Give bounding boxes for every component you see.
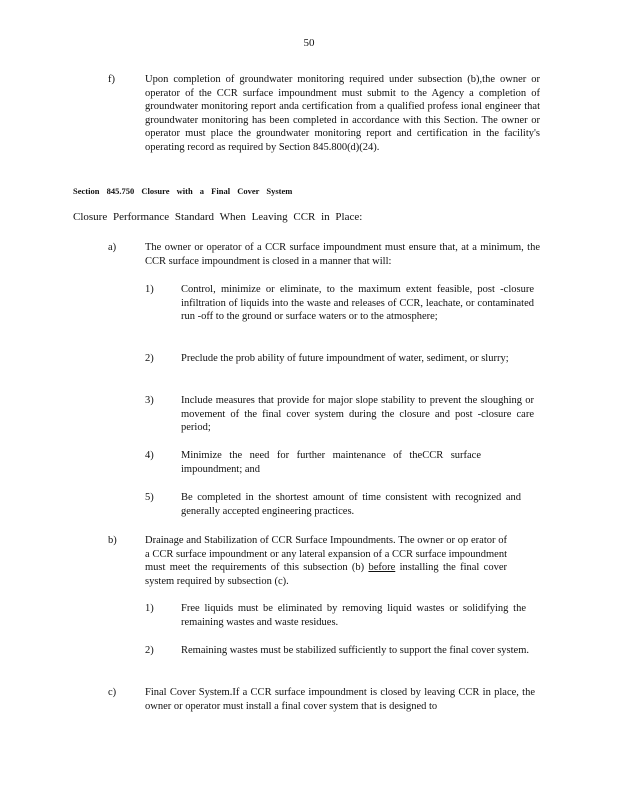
item-a2-label: 2) <box>145 353 154 364</box>
item-b1-text: Free liquids must be eliminated by removing liquid wastes or solidifying the remaining wastes and waste residues. <box>181 603 526 628</box>
item-a4-label: 4) <box>145 450 154 461</box>
item-b-label: b) <box>108 535 117 546</box>
item-a5-text: Be completed in the shortest amount of time consistent with recognized and generally accepted engineering practices. <box>181 492 521 517</box>
section-heading: Section 845.750 Closure with a Final Cover System <box>73 186 293 196</box>
item-a-text: The owner or operator of a CCR surface impoundment must ensure that, at a minimum, the CCR surface impoundment is closed in a manner that will: <box>145 242 540 267</box>
item-b-text-start: Drainage and Stabilization of CCR Surface Impoundments. The owner or op erator of a CCR surface impoundment or any lateral expansion of a CCR surface impoundment must meet the requirements of this subsection (b) <box>145 535 507 574</box>
item-b2-label: 2) <box>145 645 154 656</box>
item-a3-label: 3) <box>145 395 154 406</box>
item-a4-text: Minimize the need for further maintenance of theCCR surface impoundment; and <box>181 450 481 475</box>
item-b1-label: 1) <box>145 603 154 614</box>
item-a1-label: 1) <box>145 284 154 295</box>
item-a3-text: Include measures that provide for major slope stability to prevent the sloughing or movement of the final cover system during the closure and post -closure care period; <box>181 395 534 434</box>
item-a1-text: Control, minimize or eliminate, to the maximum extent feasible, post -closure infiltration of liquids into the waste and releases of CCR, leachate, or contaminated run -off to the ground or surface waters or to the atmosphere; <box>181 284 534 323</box>
item-b-underlined-word: before <box>368 562 396 574</box>
item-c-label: c) <box>108 687 117 698</box>
item-a-label: a) <box>108 242 117 253</box>
item-f-label: f) <box>108 74 115 85</box>
item-a2-text: Preclude the prob ability of future impoundment of water, sediment, or slurry; <box>181 353 509 364</box>
item-c-text: Final Cover System.If a CCR surface impoundment is closed by leaving CCR in place, the owner or operator must install a final cover system that is designed to <box>145 687 535 712</box>
item-b2-text: Remaining wastes must be stabilized sufficiently to support the final cover system. <box>181 645 529 656</box>
item-b-text <box>145 534 507 588</box>
item-b-text-end: installing the final cover system required by subsection (c). <box>145 562 507 587</box>
item-a5-label: 5) <box>145 492 154 503</box>
item-f-text: Upon completion of groundwater monitoring required under subsection (b),the owner or operator of the CCR surface impoundment must submit to the Agency a completion of groundwater monitoring report anda certification from a qualified profess ional engineer that groundwater monitoring has been completed in accordance with this Section. The owner or operator must place the groundwater monitoring report and certification in the facility's operating record as required by Section 845.800(d)(24). <box>145 74 540 153</box>
closure-performance-heading: Closure Performance Standard When Leaving CCR in Place: <box>73 211 363 223</box>
page-number: 50 <box>303 37 315 49</box>
